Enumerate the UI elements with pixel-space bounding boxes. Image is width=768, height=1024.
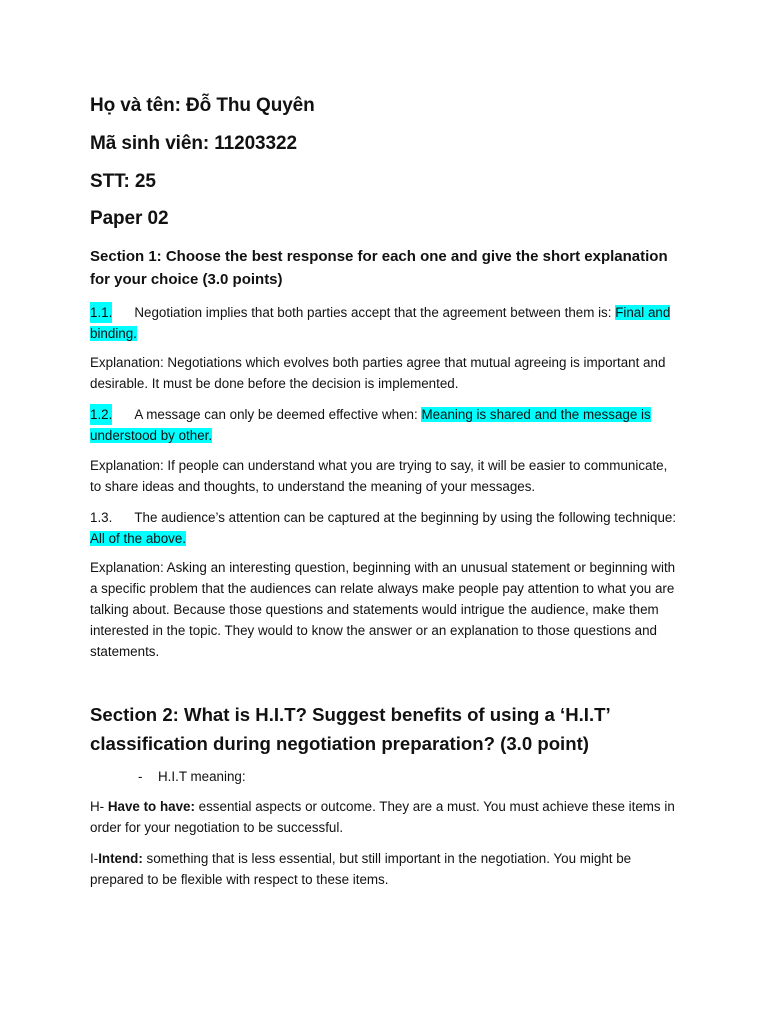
question-text: The audience’s attention can be captured at the beginning by using the following technique: bbox=[134, 510, 677, 525]
bullet-hit-meaning bbox=[138, 766, 246, 787]
question-text: A message can only be deemed effective when: bbox=[134, 407, 422, 422]
explanation-1-2: Explanation: If people can understand what you are trying to say, it will be easier to communicate, to share ideas and thoughts, to understand the meaning of your messages. bbox=[90, 458, 668, 494]
h-prefix: H- bbox=[90, 799, 108, 814]
answer-highlight: Meaning is shared and the message is understood by other. bbox=[90, 407, 651, 443]
hit-h-definition bbox=[90, 796, 682, 838]
question-1-2 bbox=[90, 404, 682, 446]
i-term: Intend: bbox=[98, 851, 143, 866]
hit-i-definition bbox=[90, 848, 682, 890]
question-number: 1.1. bbox=[90, 302, 112, 323]
paper-number: Paper 02 bbox=[90, 208, 169, 229]
explanation-1-3: Explanation: Asking an interesting question, beginning with an unusual statement or beginning with a specific problem that the audiences can relate always make people pay attention to what you are talking about. Because those questions and statements would intrigue the audience, make them interested in the topic. They would to know the answer or an explanation to those questions and statements. bbox=[90, 560, 676, 659]
answer-highlight: Final and binding. bbox=[90, 305, 671, 341]
bullet-dash: - bbox=[138, 769, 143, 784]
stt-number: STT: 25 bbox=[90, 171, 156, 192]
bullet-text: H.I.T meaning: bbox=[158, 769, 246, 784]
section2-title: Section 2: What is H.I.T? Suggest benefits of using a ‘H.I.T’ classification during negotiation preparation? (3.0 point) bbox=[90, 704, 610, 754]
student-id: Mã sinh viên: 11203322 bbox=[90, 133, 297, 154]
i-prefix: I- bbox=[90, 851, 99, 866]
section1-title: Section 1: Choose the best response for each one and give the short explanation for your choice (3.0 points) bbox=[90, 248, 668, 288]
answer-highlight: All of the above. bbox=[90, 531, 187, 546]
question-number: 1.3. bbox=[90, 510, 113, 525]
h-text: essential aspects or outcome. They are a must. You must achieve these items in order for your negotiation to be successful. bbox=[90, 799, 675, 835]
question-number: 1.2. bbox=[90, 404, 112, 425]
question-text: Negotiation implies that both parties accept that the agreement between them is: bbox=[134, 305, 616, 320]
i-text: something that is less essential, but still important in the negotiation. You might be prepared to be flexible with respect to these items. bbox=[90, 851, 632, 887]
h-term: Have to have: bbox=[107, 799, 195, 814]
explanation-1-1: Explanation: Negotiations which evolves both parties agree that mutual agreeing is important and desirable. It must be done before the decision is implemented. bbox=[90, 355, 666, 391]
question-1-1 bbox=[90, 302, 682, 344]
student-name: Họ và tên: Đỗ Thu Quyên bbox=[90, 95, 315, 116]
question-1-3 bbox=[90, 507, 682, 549]
